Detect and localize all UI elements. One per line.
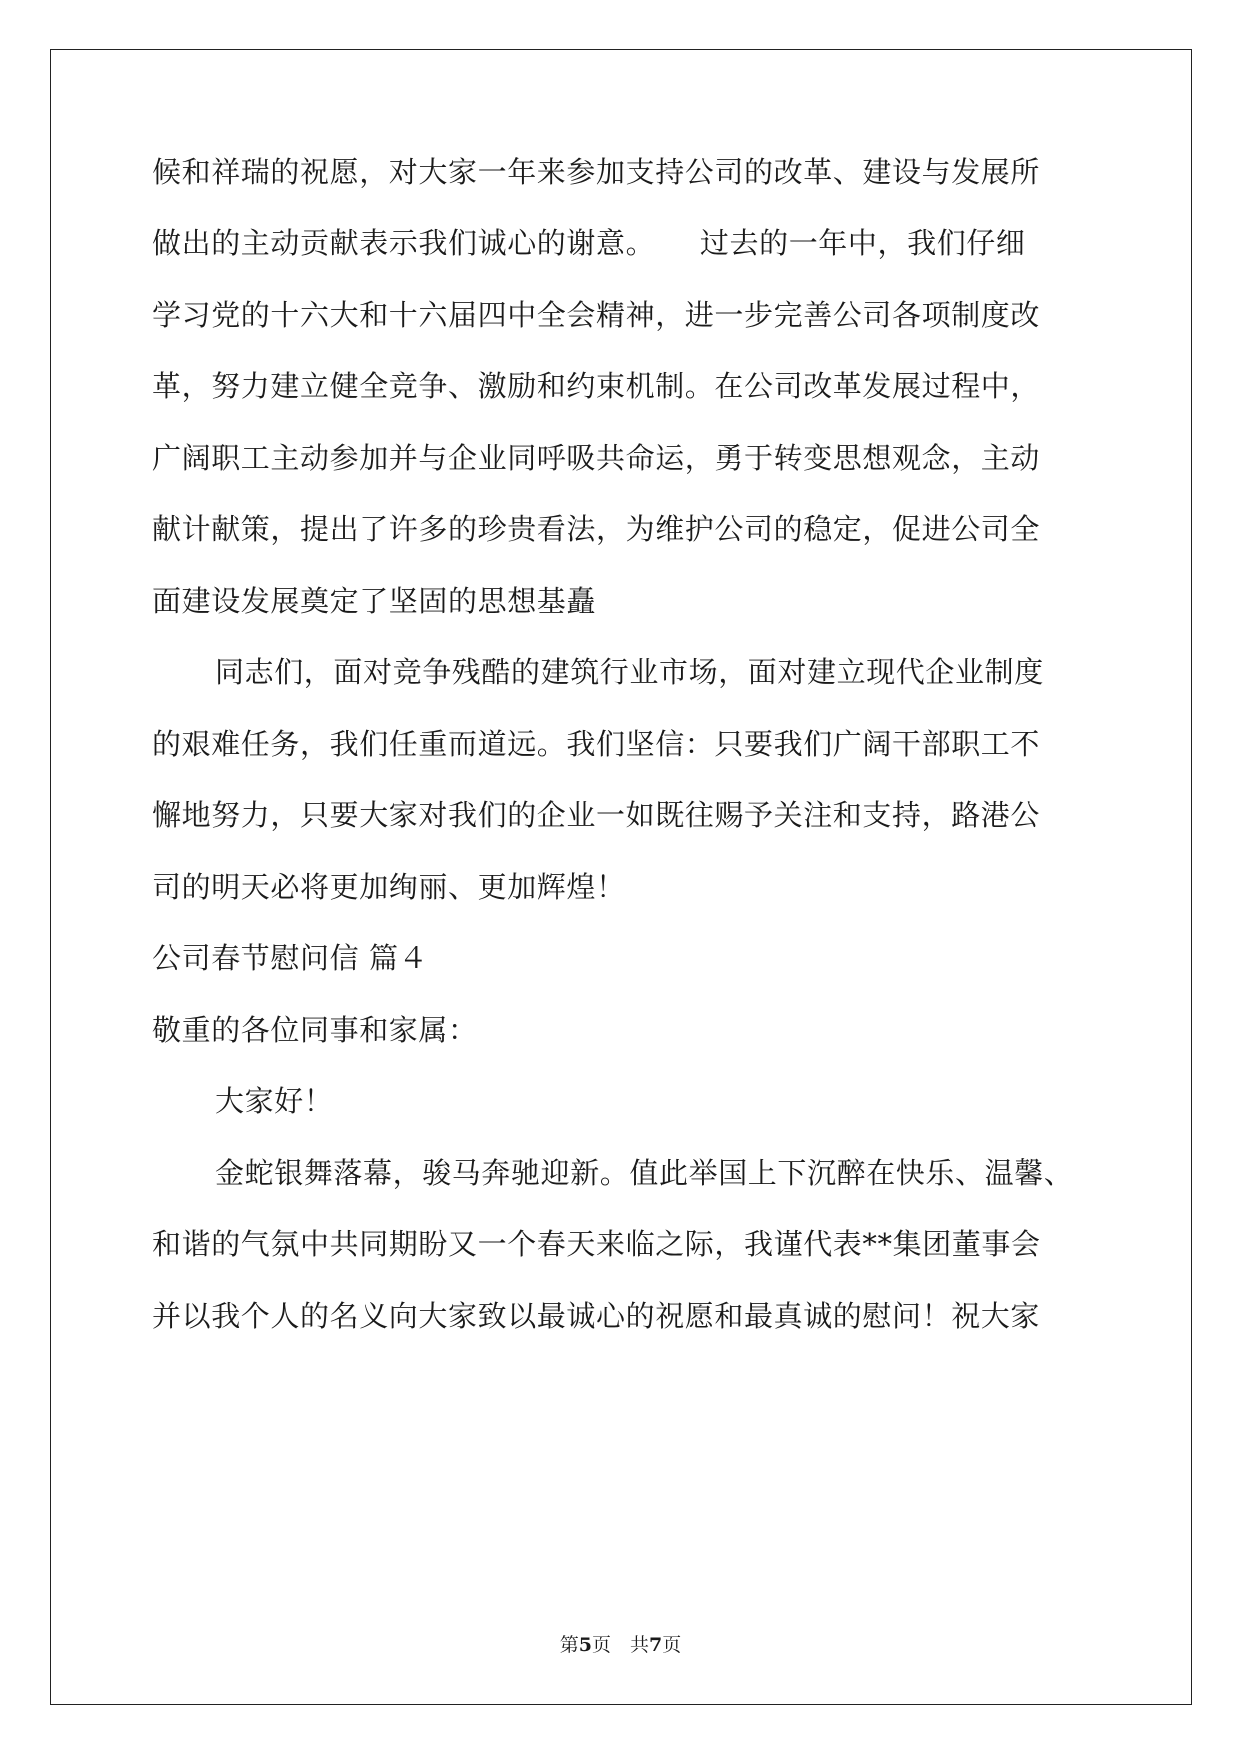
body-line: 司的明天必将更加绚丽、更加辉煌！ <box>152 870 626 904</box>
greeting-line: 大家好！ <box>215 1084 334 1118</box>
page-suffix: 页 <box>662 1634 682 1656</box>
section-heading: 公司春节慰问信 篇４ <box>152 941 429 975</box>
page-number <box>0 1633 1241 1657</box>
body-line: 的艰难任务，我们任重而道远。我们坚信：只要我们广阔干部职工不 <box>152 727 1041 761</box>
salutation: 敬重的各位同事和家属： <box>152 1013 478 1047</box>
body-line: 革，努力建立健全竞争、激励和约束机制。在公司改革发展过程中， <box>152 369 1041 403</box>
body-line: 学习党的十六大和十六届四中全会精神，进一步完善公司各项制度改 <box>152 298 1041 332</box>
page-prefix: 第 <box>559 1634 579 1656</box>
body-line: 懈地努力，只要大家对我们的企业一如既往赐予关注和支持，路港公 <box>152 798 1041 832</box>
page-total: 7 <box>649 1634 663 1656</box>
paragraph-start-line: 同志们，面对竞争残酷的建筑行业市场，面对建立现代企业制度 <box>215 655 1044 689</box>
body-line: 做出的主动贡献表示我们诚心的谢意。 过去的一年中，我们仔细 <box>152 226 1026 260</box>
paragraph-start-line: 金蛇银舞落幕，骏马奔驰迎新。值此举国上下沉醉在快乐、温馨、 <box>215 1156 1074 1190</box>
body-line: 广阔职工主动参加并与企业同呼吸共命运，勇于转变思想观念，主动 <box>152 441 1041 475</box>
body-line: 献计献策，提出了许多的珍贵看法，为维护公司的稳定，促进公司全 <box>152 512 1041 546</box>
body-line: 候和祥瑞的祝愿，对大家一年来参加支持公司的改革、建设与发展所 <box>152 155 1041 189</box>
body-line: 并以我个人的名义向大家致以最诚心的祝愿和最真诚的慰问！祝大家 <box>152 1299 1041 1333</box>
page-middle: 页 共 <box>591 1634 649 1656</box>
body-line: 面建设发展奠定了坚固的思想基矗 <box>152 584 597 618</box>
page-current: 5 <box>578 1634 592 1656</box>
body-line: 和谐的气氛中共同期盼又一个春天来临之际，我谨代表**集团董事会 <box>152 1227 1041 1261</box>
